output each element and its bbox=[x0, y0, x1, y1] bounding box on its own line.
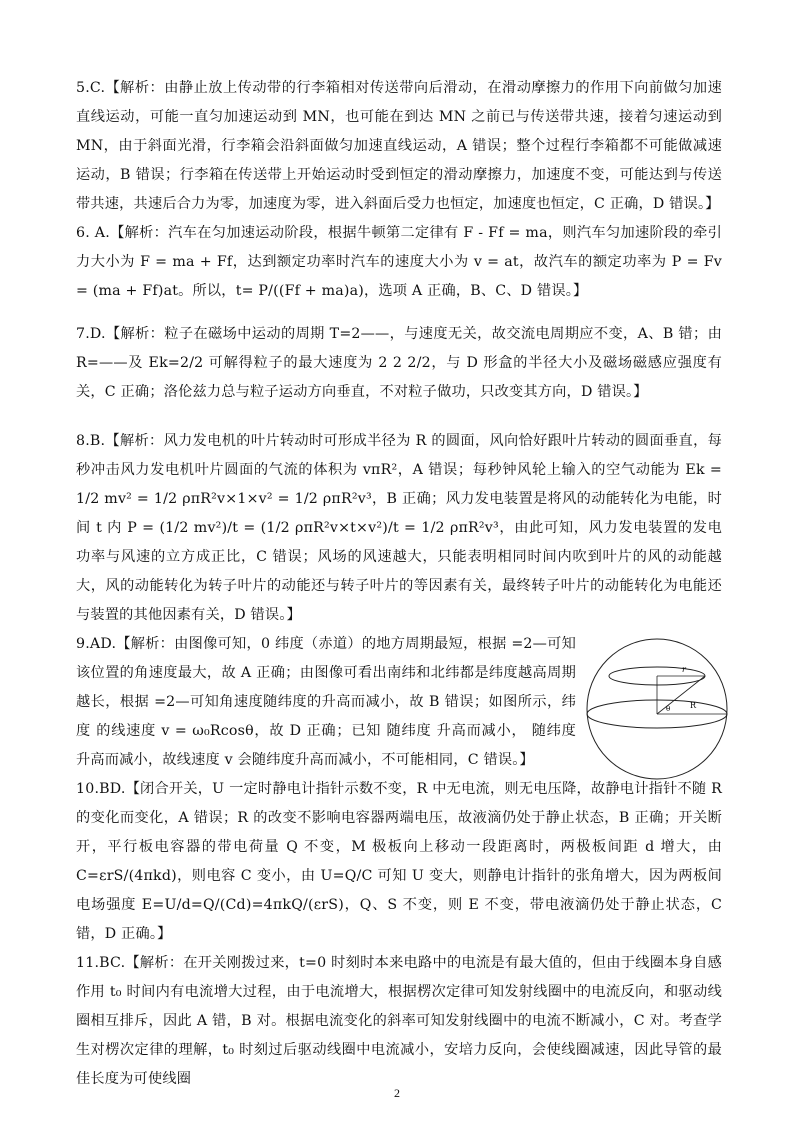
label-theta: θ bbox=[666, 705, 671, 713]
label-r: r bbox=[682, 665, 687, 674]
answer-q10: 10.BD.【闭合开关，U 一定时静电计指针示数不变，R 中无电流，则无电压降，故静电计指针不随 R 的变化而变化，A 错误；R 的改变不影响电容器两端电压，故液滴仍处于静止状态，B 正确；开关断开，平行板电容器的带电荷量 Q 不变，M 极板向上移动一段距离时，两极板间距 d 增大，由 C=εrS/(4πkd)，则电容 C 变小，由 U=Q/C 可知 U 变大，则静电计指针的张角增大，因为两板间电场强度 E=U/d=Q/(Cd)=4πkQ/(εrS)，Q、S 不变，则 E 不变，带电液滴仍处于静止状态，C 错，D 正确。】 bbox=[76, 781, 722, 942]
answer-content bbox=[76, 74, 722, 1094]
answer-q8: 8.B.【解析：风力发电机的叶片转动时可形成半径为 R 的圆面，风向恰好跟叶片转动的圆面垂直，每秒冲击风力发电机叶片圆面的气流的体积为 vπR²，A 错误；每秒钟风轮上输入的空气动能为 Ek = 1/2 mv² = 1/2 ρπR²v×1×v² = 1/2 ρπR²v³，B 正确；风力发电装置是将风的动能转化为电能，时间 t 内 P = (1/2 mv²)/t = (1/2 ρπR²v×t×v²)/t = 1/2 ρπR²v³，由此可知，风力发电装置的发电功率与风速的立方成正比，C 错误；风场的风速越大，只能表明相同时间内吹到叶片的风的动能越大，风的动能转化为转子叶片的动能还与转子叶片的等因素有关，最终转子叶片的动能转化为电能还与装置的其他因素有关，D 错误。】 bbox=[76, 433, 722, 623]
answer-q11: 11.BC.【解析：在开关刚拨过来，t=0 时刻时本来电路中的电流是有最大值的，但由于线圈本身自感作用 t₀ 时间内有电流增大过程，由于电流增大，根据楞次定律可知发射线圈中的电流反向，和驱动线圈相互排斥，因此 A 错，B 对。根据电流变化的斜率可知发射线圈中的电流不断减小，C 对。考查学生对楞次定律的理解，t₀ 时刻过后驱动线圈中电流减小，安培力反向，会使线圈减速，因此导管的最佳长度为可使线圈 bbox=[76, 955, 722, 1087]
earth-radius-line bbox=[657, 676, 705, 714]
answer-q9-block bbox=[76, 630, 722, 775]
answer-q7: 7.D.【解析：粒子在磁场中运动的周期 T=2——，与速度无关，故交流电周期应不变，A、B 错；由 R=——及 Ek=2/2 可解得粒子的最大速度为 2 2 2/2，与 D 形盒的半径大小及磁场磁感应强度有关，C 正确；洛伦兹力总与粒子运动方向垂直，不对粒子做功，只改变其方向，D 错误。】 bbox=[76, 326, 722, 400]
page-number: 2 bbox=[394, 1086, 400, 1100]
answer-q5: 5.C.【解析：由静止放上传动带的行李箱相对传送带向后滑动，在滑动摩擦力的作用下向前做匀加速直线运动，可能一直匀加速运动到 MN，也可能在到达 MN 之前已与传送带共速，接着匀速运动到 MN，由于斜面光滑，行李箱会沿斜面做匀加速直线运动，A 错误；整个过程行李箱都不可能做减速运动，B 错误；行李箱在传送带上开始运动时受到恒定的滑动摩擦力，加速度不变，可能达到与传送带共速，共速后合力为零，加速度为零，进入斜面后受力也恒定，加速度也恒定，C 正确，D 错误。】 bbox=[76, 80, 722, 212]
earth-latitude-figure bbox=[582, 634, 732, 784]
answer-q6: 6. A.【解析：汽车在匀加速运动阶段，根据牛顿第二定律有 F - Ff = ma，则汽车匀加速阶段的牵引力大小为 F = ma + Ff，达到额定功率时汽车的速度大小为 v = at，故汽车的额定功率为 P = Fv = (ma + Ff)at。所以，t= P/((Ff + ma)a)，选项 A 正确，B、C、D 错误。】 bbox=[76, 225, 722, 299]
label-R: R bbox=[690, 701, 697, 710]
answer-q9: 9.AD.【解析：由图像可知，0 纬度（赤道）的地方周期最短，根据 =2—可知该位置的角速度最大，故 A 正确；由图像可看出南纬和北纬都是纬度越高周期越长，根据 =2—可知角速度随纬度的升高而减小，故 B 错误；如图所示，纬度 的线速度 v = ω₀Rcosθ，故 D 正确；已知 随纬度 升高而减小， 随纬度 升高而减小，故线速度 v 会随纬度升高而减小，不可能相同，C 错误。】 bbox=[76, 636, 576, 768]
